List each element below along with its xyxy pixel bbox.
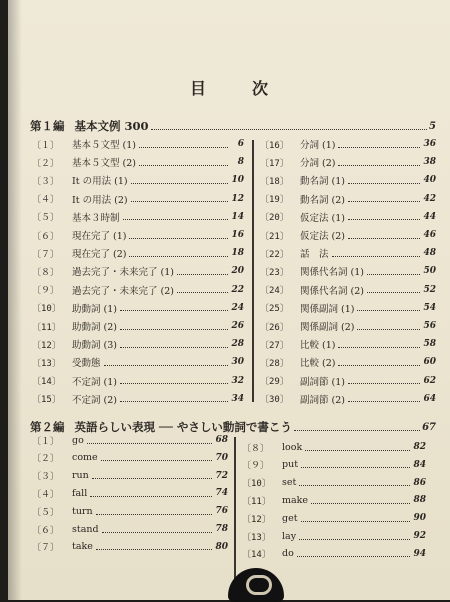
toc-entry	[32, 298, 244, 318]
entry-number: 〔４〕	[32, 489, 60, 500]
entry-leader-dots	[338, 365, 420, 366]
entry-label: 不定詞 (1)	[72, 376, 117, 388]
entry-number: 〔12〕	[242, 514, 271, 525]
entry-label: 仮定法 (2)	[300, 231, 345, 242]
entry-leader-dots	[129, 238, 228, 239]
entry-label: 現在完了 (1)	[72, 231, 127, 242]
entry-number: 〔16〕	[260, 140, 289, 151]
entry-page-number: 20	[231, 266, 244, 277]
entry-leader-dots	[139, 165, 228, 166]
entry-label: 基本３時制	[72, 212, 120, 224]
entry-label: 基本５文型 (1)	[72, 140, 136, 151]
toc-entry	[32, 352, 244, 372]
part1-leader-dots	[151, 129, 428, 130]
entry-number: 〔10〕	[32, 304, 61, 315]
entry-number: 〔23〕	[260, 267, 289, 278]
entry-page-number: 32	[231, 375, 244, 386]
entry-label: turn	[72, 505, 93, 517]
entry-number: 〔７〕	[32, 543, 60, 554]
entry-number: 〔５〕	[32, 213, 60, 224]
entry-page-number: 8	[237, 157, 244, 168]
toc-entry	[260, 225, 436, 245]
toc-entry	[260, 134, 436, 154]
entry-leader-dots	[101, 460, 212, 461]
entry-label: take	[72, 541, 93, 553]
part1-heading	[30, 117, 436, 135]
entry-leader-dots	[104, 365, 228, 366]
entry-number: 〔26〕	[260, 322, 289, 333]
entry-label: 助動詞 (2)	[72, 322, 117, 333]
entry-leader-dots	[348, 401, 420, 402]
entry-page-number: 48	[423, 248, 436, 259]
entry-page-number: 90	[413, 513, 426, 524]
part1-number: 第１編	[30, 119, 65, 133]
entry-number: 〔５〕	[32, 507, 60, 518]
entry-label: 分詞 (1)	[300, 140, 336, 151]
entry-page-number: 12	[231, 193, 244, 204]
entry-page-number: 92	[413, 531, 426, 541]
entry-leader-dots	[129, 256, 228, 257]
entry-label: 副詞節 (2)	[300, 394, 345, 406]
entry-number: 〔10〕	[242, 479, 271, 490]
toc-entry	[242, 544, 426, 564]
binder-clip-ring	[246, 575, 272, 595]
toc-entry	[260, 371, 436, 391]
entry-number: 〔15〕	[32, 395, 61, 406]
entry-label: 関係代名詞 (2)	[300, 285, 364, 297]
part2-number: 第２編	[30, 420, 65, 434]
toc-entry	[260, 352, 436, 372]
entry-page-number: 94	[413, 548, 426, 559]
entry-page-number: 80	[215, 541, 228, 552]
entry-label: It の用法 (1)	[72, 176, 128, 188]
entry-label: 関係副詞 (2)	[300, 322, 355, 333]
entry-number: 〔８〕	[242, 443, 270, 454]
toc-entry	[260, 298, 436, 318]
entry-number: 〔19〕	[260, 195, 289, 206]
entry-page-number: 22	[231, 284, 244, 295]
entry-number: 〔３〕	[32, 176, 60, 187]
part2-leader-dots	[294, 430, 420, 431]
entry-number: 〔14〕	[32, 377, 61, 388]
entry-number: 〔１〕	[32, 140, 60, 151]
toc-entry	[260, 280, 436, 300]
entry-leader-dots	[120, 401, 228, 402]
entry-number: 〔２〕	[32, 158, 60, 169]
entry-leader-dots	[301, 467, 410, 468]
entry-leader-dots	[177, 292, 228, 293]
entry-leader-dots	[348, 219, 420, 220]
entry-label: look	[282, 441, 303, 453]
entry-number: 〔11〕	[32, 322, 61, 333]
entry-number: 〔12〕	[32, 340, 61, 351]
entry-leader-dots	[123, 219, 228, 220]
entry-page-number: 38	[423, 157, 436, 168]
entry-leader-dots	[357, 329, 420, 330]
entry-number: 〔９〕	[242, 461, 270, 472]
entry-page-number: 40	[423, 175, 436, 186]
entry-label: run	[72, 470, 89, 482]
toc-entry	[32, 225, 244, 245]
entry-label: fall	[72, 487, 88, 499]
entry-leader-dots	[120, 347, 228, 348]
entry-number: 〔17〕	[260, 158, 289, 169]
part1-column-divider	[252, 140, 254, 402]
entry-leader-dots	[87, 443, 212, 444]
page-title: 目次	[189, 79, 314, 98]
entry-label: 基本５文型 (2)	[72, 158, 136, 170]
toc-entry	[32, 537, 228, 557]
entry-label: 話 法	[300, 249, 329, 261]
entry-leader-dots	[357, 310, 420, 311]
toc-entry	[260, 261, 436, 281]
toc-entry	[260, 334, 436, 354]
entry-leader-dots	[305, 450, 410, 451]
entry-page-number: 78	[215, 524, 228, 534]
entry-leader-dots	[301, 521, 410, 522]
entry-label: 仮定法 (1)	[300, 212, 345, 224]
part2-page: 67	[422, 421, 436, 433]
entry-number: 〔７〕	[32, 249, 60, 260]
toc-entry	[32, 243, 244, 263]
entry-leader-dots	[120, 329, 228, 330]
entry-label: 副詞節 (1)	[300, 376, 345, 388]
part2-title: 英語らしい表現 ── やさしい動詞で書こう	[74, 420, 292, 434]
entry-leader-dots	[96, 514, 212, 515]
entry-number: 〔６〕	[32, 525, 60, 536]
entry-leader-dots	[338, 147, 420, 148]
entry-number: 〔24〕	[260, 286, 289, 297]
entry-page-number: 46	[423, 230, 436, 240]
entry-label: 関係副詞 (1)	[300, 303, 355, 315]
entry-label: 助動詞 (1)	[72, 303, 117, 315]
entry-page-number: 26	[231, 321, 244, 331]
entry-leader-dots	[367, 274, 420, 275]
entry-leader-dots	[297, 556, 410, 557]
entry-page-number: 88	[413, 495, 426, 506]
entry-label: 比較 (2)	[300, 358, 336, 370]
entry-page-number: 56	[423, 321, 436, 331]
toc-entry	[32, 170, 244, 190]
entry-number: 〔18〕	[260, 176, 289, 187]
entry-page-number: 10	[231, 175, 244, 186]
entry-number: 〔11〕	[242, 496, 271, 507]
entry-page-number: 76	[215, 506, 228, 517]
entry-number: 〔８〕	[32, 267, 60, 278]
toc-entry	[32, 152, 244, 172]
entry-page-number: 36	[423, 139, 436, 149]
entry-page-number: 50	[423, 266, 436, 277]
entry-label: come	[72, 452, 98, 464]
entry-leader-dots	[348, 238, 420, 239]
entry-leader-dots	[131, 201, 228, 202]
entry-page-number: 60	[423, 357, 436, 368]
entry-page-number: 70	[215, 452, 228, 463]
entry-leader-dots	[338, 347, 420, 348]
entry-label: 現在完了 (2)	[72, 249, 127, 261]
entry-leader-dots	[348, 383, 420, 384]
entry-page-number: 16	[231, 230, 244, 240]
entry-leader-dots	[120, 310, 228, 311]
entry-page-number: 30	[231, 357, 244, 368]
entry-leader-dots	[338, 165, 420, 166]
toc-entry	[260, 316, 436, 336]
entry-label: 関係代名詞 (1)	[300, 267, 364, 279]
entry-leader-dots	[299, 539, 410, 540]
entry-label: put	[282, 459, 299, 471]
entry-label: stand	[72, 523, 99, 535]
entry-leader-dots	[96, 549, 212, 550]
toc-entry	[32, 189, 244, 209]
part2-column-divider	[234, 437, 236, 587]
entry-label: 過去完了・未来完了 (2)	[72, 285, 174, 297]
entry-leader-dots	[367, 292, 420, 293]
entry-number: 〔４〕	[32, 195, 60, 206]
entry-number: 〔28〕	[260, 358, 289, 369]
toc-entry	[32, 316, 244, 336]
entry-page-number: 58	[423, 339, 436, 350]
entry-leader-dots	[120, 383, 228, 384]
entry-page-number: 42	[423, 193, 436, 204]
entry-leader-dots	[332, 256, 420, 257]
entry-leader-dots	[102, 532, 212, 533]
entry-label: make	[282, 494, 309, 506]
entry-page-number: 82	[413, 442, 426, 452]
toc-entry	[260, 189, 436, 209]
entry-page-number: 68	[215, 435, 228, 445]
entry-number: 〔21〕	[260, 231, 289, 242]
entry-page-number: 62	[423, 375, 436, 386]
entry-label: 比較 (1)	[300, 340, 336, 352]
part1-title-wrap	[30, 118, 149, 134]
toc-entry	[32, 207, 244, 227]
entry-label: do	[282, 548, 294, 560]
entry-page-number: 64	[423, 393, 436, 404]
entry-label: go	[72, 434, 84, 446]
entry-number: 〔14〕	[242, 550, 271, 561]
entry-page-number: 74	[215, 488, 228, 499]
entry-page-number: 84	[413, 459, 426, 470]
toc-entry	[32, 371, 244, 391]
toc-entry	[260, 170, 436, 190]
entry-page-number: 54	[423, 302, 436, 313]
entry-leader-dots	[90, 496, 212, 497]
entry-label: 助動詞 (3)	[72, 340, 117, 352]
entry-page-number: 72	[215, 470, 228, 481]
toc-entry	[32, 280, 244, 300]
toc-entry	[32, 261, 244, 281]
entry-page-number: 6	[237, 139, 244, 149]
entry-page-number: 24	[231, 302, 244, 313]
entry-label: 過去完了・未来完了 (1)	[72, 267, 174, 279]
entry-number: 〔30〕	[260, 395, 289, 406]
entry-label: lay	[282, 530, 297, 542]
toc-entry	[32, 389, 244, 409]
toc-entry	[260, 207, 436, 227]
entry-page-number: 34	[231, 393, 244, 404]
entry-page-number: 28	[231, 339, 244, 350]
part1-title: 基本文例 300	[74, 119, 149, 133]
part1-page: 5	[429, 120, 436, 132]
entry-number: 〔13〕	[32, 358, 61, 369]
entry-number: 〔25〕	[260, 304, 289, 315]
entry-label: 不定詞 (2)	[72, 394, 117, 406]
entry-leader-dots	[92, 478, 212, 479]
entry-label: 分詞 (2)	[300, 158, 336, 170]
entry-number: 〔27〕	[260, 340, 289, 351]
entry-leader-dots	[299, 485, 410, 486]
toc-entry	[32, 134, 244, 154]
entry-leader-dots	[139, 147, 228, 148]
entry-label: 受動態	[72, 358, 101, 370]
entry-number: 〔１〕	[32, 436, 60, 447]
toc-page	[8, 0, 450, 600]
entry-page-number: 44	[423, 211, 436, 222]
entry-number: 〔29〕	[260, 377, 289, 388]
entry-number: 〔６〕	[32, 231, 60, 242]
toc-entry	[260, 152, 436, 172]
entry-label: set	[282, 477, 297, 489]
entry-label: get	[282, 512, 298, 524]
toc-entry	[32, 334, 244, 354]
entry-page-number: 18	[231, 248, 244, 259]
entry-page-number: 14	[231, 211, 244, 222]
entry-leader-dots	[348, 201, 420, 202]
entry-leader-dots	[177, 274, 228, 275]
entry-number: 〔２〕	[32, 454, 60, 465]
toc-entry	[260, 389, 436, 409]
entry-page-number: 86	[413, 477, 426, 488]
entry-number: 〔20〕	[260, 213, 289, 224]
entry-number: 〔９〕	[32, 286, 60, 297]
entry-leader-dots	[311, 503, 410, 504]
entry-page-number: 52	[423, 284, 436, 295]
entry-number: 〔13〕	[242, 532, 271, 543]
toc-entry	[260, 243, 436, 263]
entry-label: 動名詞 (1)	[300, 176, 345, 188]
entry-number: 〔22〕	[260, 249, 289, 260]
entry-leader-dots	[348, 183, 420, 184]
entry-label: 動名詞 (2)	[300, 194, 345, 206]
entry-leader-dots	[131, 183, 228, 184]
entry-number: 〔３〕	[32, 472, 60, 483]
entry-label: It の用法 (2)	[72, 194, 128, 206]
